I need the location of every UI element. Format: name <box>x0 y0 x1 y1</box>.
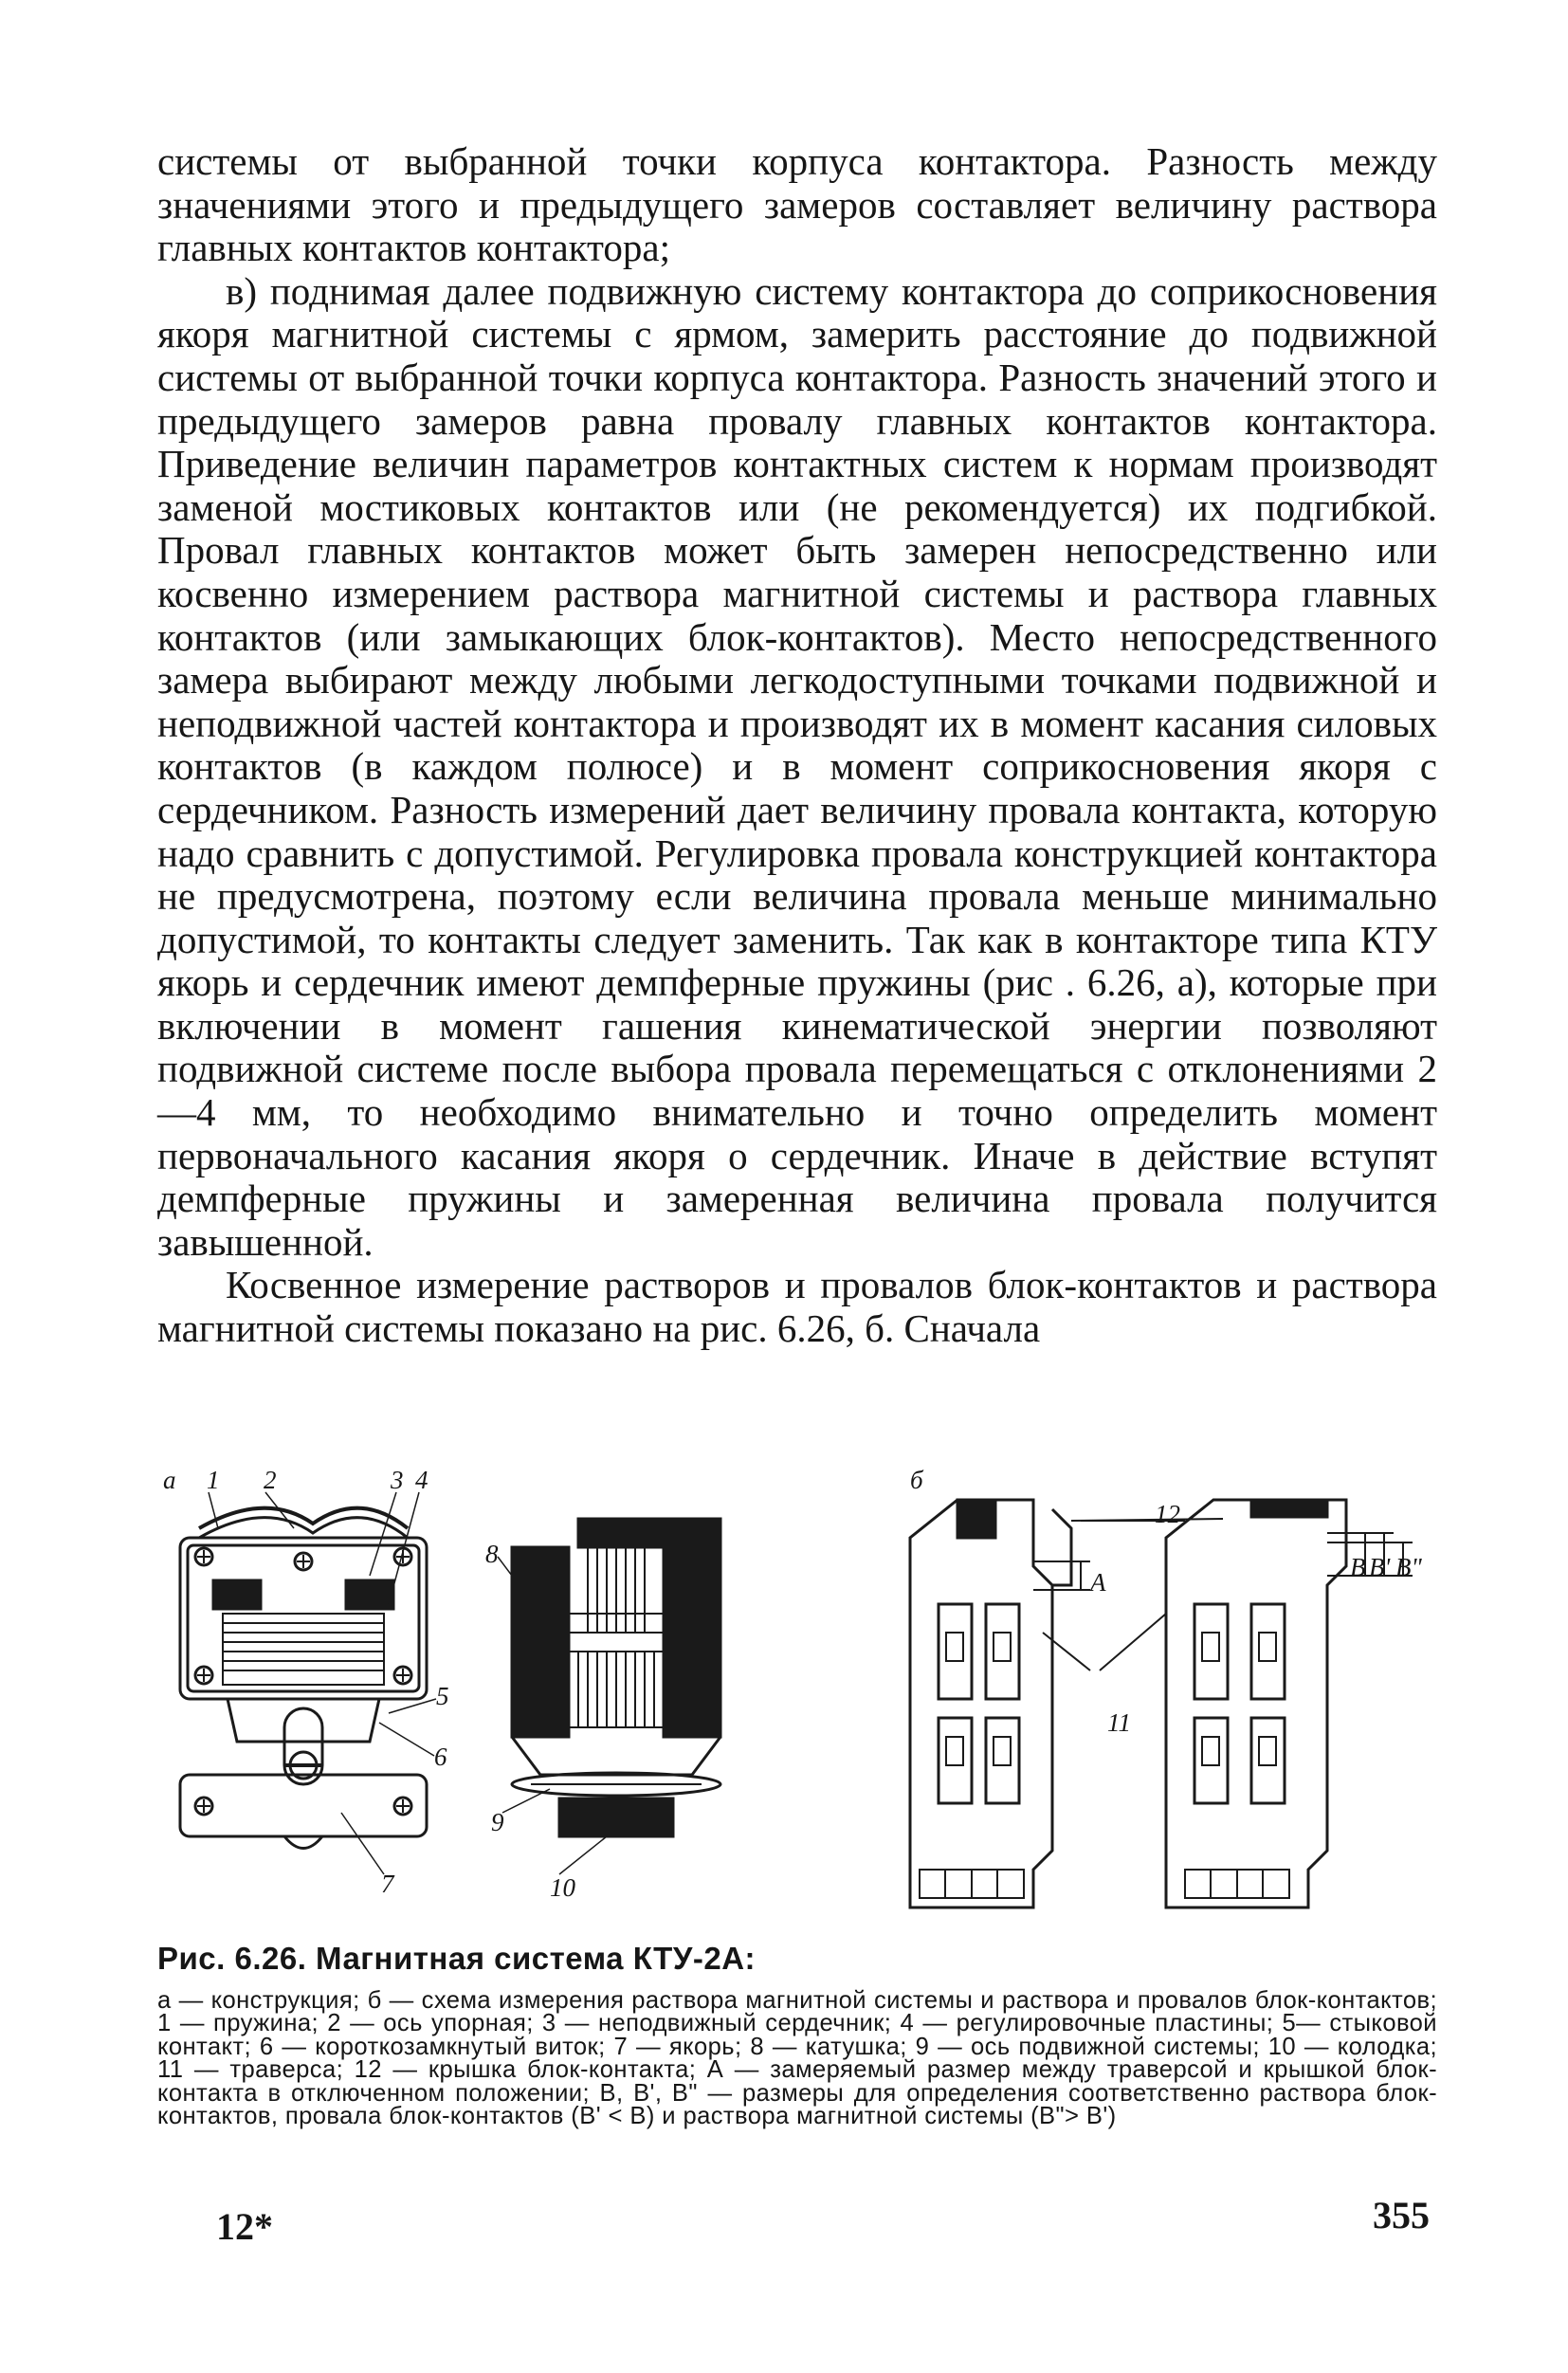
label-6: 6 <box>434 1743 447 1771</box>
paragraph-2: в) поднимая далее подвижную систему контактора до соприкосновения якоря магнитной системы с ярмом, замерить расстояние до подвижной системы от выбранной точки корпуса контактора. Разность значений этого и предыдущего замеров равна провалу главных контактов контактора. Приведение величин параметров контактных систем к нормам производят заменой мостиковых контактов или (не рекомендуется) их подгибкой. Провал главных контактов может быть замерен непосредственно или косвенно измерением раствора магнитной системы и раствора главных контактов (или замыкающих блок-контактов). Место непосредственного замера выбирают между любыми легкодоступными точками подвижной и неподвижной частей контактора и производят их в момент касания силовых контактов (в каждом полюсе) и в момент соприкосновения якоря с сердечником. Разность измерений дает величину провала контакта, которую надо сравнить с допустимой. Регулировка провала конструкцией контактора не предусмотрена, поэтому если величина провала меньше минимально допустимой, то контакты следует заменить. Так как в контакторе типа КТУ якорь и сердечник имеют демпферные пружины (рис . 6.26, а), которые при включении в момент гашения кинематической энергии позволяют подвижной системе после выбора провала перемещаться с отклонениями 2—4 мм, то необходимо внимательно и точно определить момент первоначального касания якоря о сердечник. Иначе в действие вступят демпферные пружины и замеренная величина провала получится завышенной. <box>157 268 1437 1264</box>
label-dim-b: В <box>1350 1553 1366 1581</box>
label-b: б <box>910 1466 923 1494</box>
label-8: 8 <box>485 1540 499 1568</box>
label-dim-b-prime: В' <box>1369 1553 1391 1581</box>
label-4: 4 <box>415 1466 428 1494</box>
label-a: а <box>163 1466 176 1494</box>
label-11: 11 <box>1107 1708 1131 1737</box>
label-12: 12 <box>1155 1500 1180 1528</box>
label-5: 5 <box>436 1682 449 1710</box>
label-1: 1 <box>207 1466 220 1494</box>
page-number: 355 <box>1373 2194 1430 2236</box>
figure-b-measurement-scheme <box>901 1471 1431 1931</box>
body-text <box>157 140 1437 1351</box>
label-dim-b-double-prime: В" <box>1395 1553 1422 1581</box>
label-dim-a: А <box>1090 1568 1106 1597</box>
figure-a-construction-drawing <box>152 1471 872 1931</box>
signature-mark: 12* <box>216 2205 273 2248</box>
label-3: 3 <box>391 1466 404 1494</box>
figure-caption-title: Рис. 6.26. Магнитная система КТУ-2А: <box>157 1941 757 1976</box>
paragraph-3: Косвенное измерение растворов и провалов блок-контактов и раствора магнитной системы показано на рис. 6.26, б. Сначала <box>157 1263 1437 1351</box>
label-9: 9 <box>491 1808 504 1836</box>
paragraph-1: системы от выбранной точки корпуса контактора. Разность между значениями этого и предыдущего замеров составляет величину раствора главных контактов контактора; <box>157 139 1437 270</box>
label-7: 7 <box>381 1870 394 1898</box>
label-10: 10 <box>550 1873 575 1902</box>
caption-legend-text: а — конструкция; б — схема измерения раствора магнитной системы и раствора и провалов блок-контактов; 1 — пружина; 2 — ось упорная; 3 — неподвижный сердечник; 4 — регулировочные пластины; 5— стыковой контакт; 6 — короткозамкнутый виток; 7 — якорь; 8 — катушка; 9 — ось подвижной системы; 10 — колодка; 11 — траверса; 12 — крышка блок-контакта; А — замеряемый размер между траверсой и крышкой блок-контакта в отключенном положении; В, В', В" — размеры для определения соответственно раствора блок-контактов, провала блок-контактов (В' < В) и раствора магнитной системы (В"> В') <box>157 1987 1437 2130</box>
figure-6-26 <box>152 1466 1441 1931</box>
figure-caption-body <box>157 1987 1437 2130</box>
label-2: 2 <box>264 1466 277 1494</box>
